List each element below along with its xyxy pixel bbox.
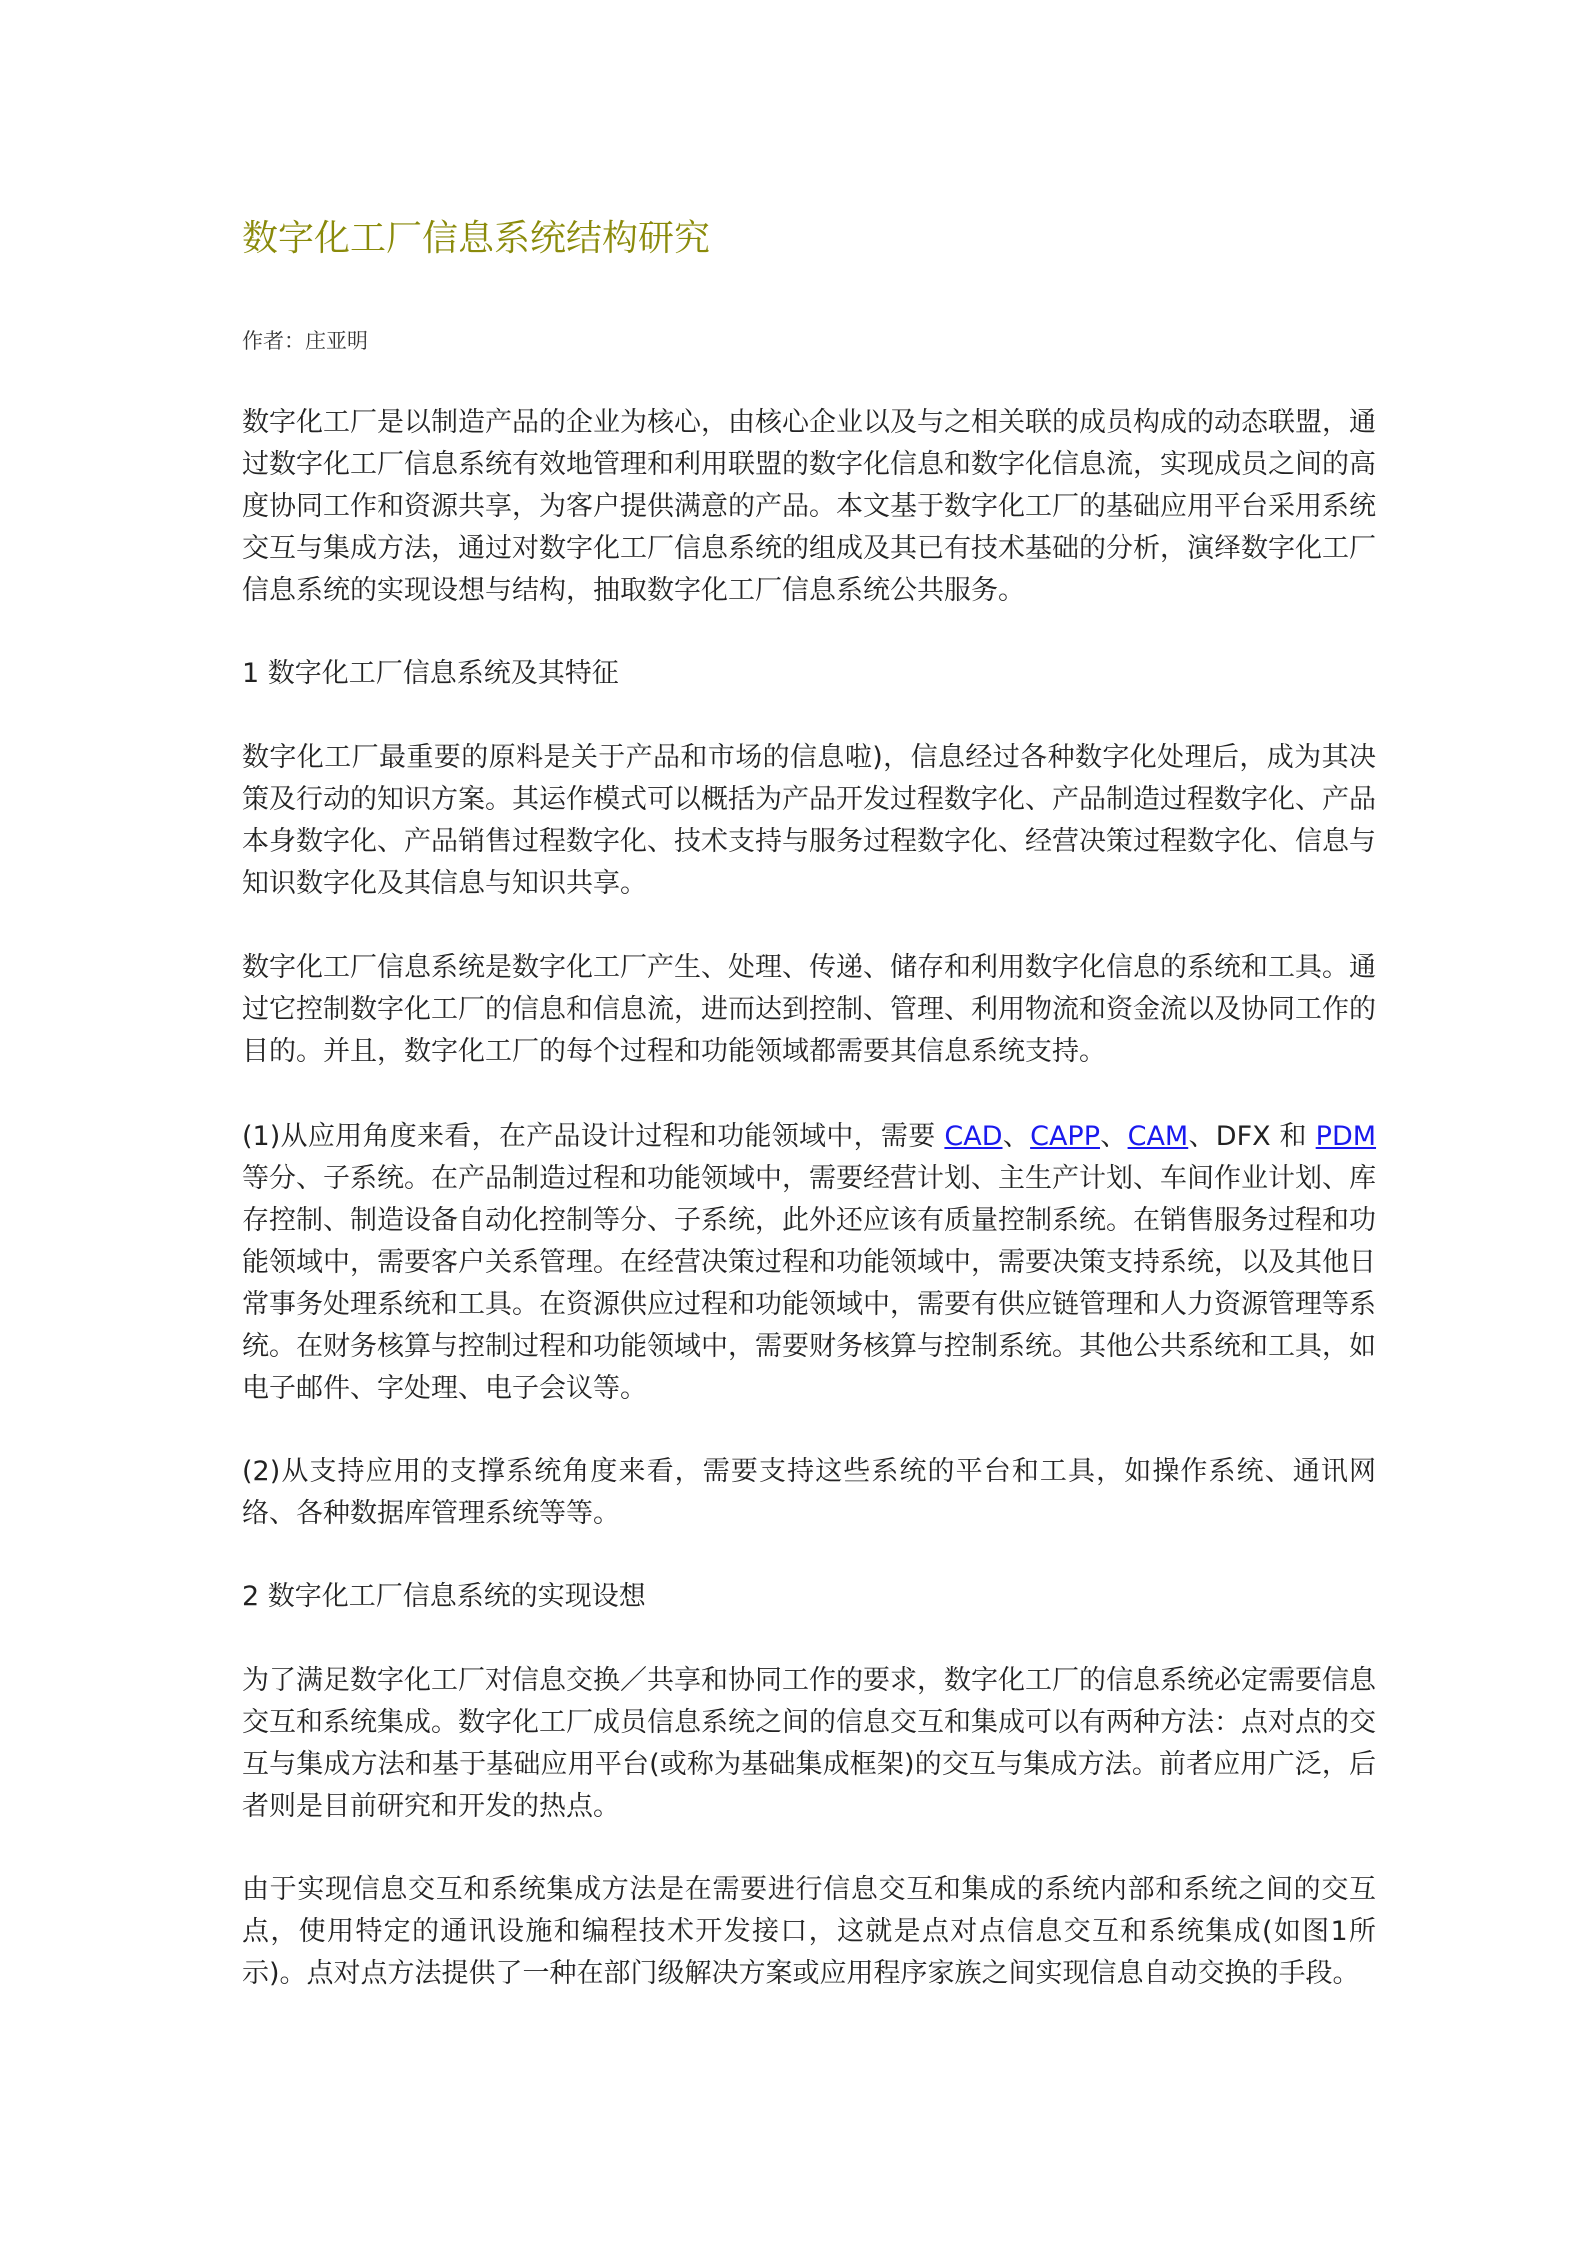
text: 、 bbox=[1100, 1121, 1128, 1152]
paragraph-4 bbox=[242, 1116, 1376, 1410]
author-line: 作者：庄亚明 bbox=[242, 329, 368, 353]
page-title: 数字化工厂信息系统结构研究 bbox=[242, 218, 711, 259]
text: (1)从应用角度来看，在产品设计过程和功能领域中，需要 bbox=[242, 1121, 945, 1152]
link-cam[interactable]: CAM bbox=[1127, 1121, 1189, 1152]
paragraph-3: 数字化工厂信息系统是数字化工厂产生、处理、传递、储存和利用数字化信息的系统和工具。通过它控制数字化工厂的信息和信息流，进而达到控制、管理、利用物流和资金流以及协同工作的目的。并且，数字化工厂的每个过程和功能领域都需要其信息系统支持。 bbox=[242, 952, 1376, 1067]
paragraph-7: 由于实现信息交互和系统集成方法是在需要进行信息交互和集成的系统内部和系统之间的交互点，使用特定的通讯设施和编程技术开发接口，这就是点对点信息交互和系统集成(如图1所示)。点对点方法提供了一种在部门级解决方案或应用程序家族之间实现信息自动交换的手段。 bbox=[242, 1874, 1376, 1989]
link-pdm[interactable]: PDM bbox=[1315, 1121, 1377, 1152]
paragraph-2: 数字化工厂最重要的原料是关于产品和市场的信息啦)，信息经过各种数字化处理后，成为其决策及行动的知识方案。其运作模式可以概括为产品开发过程数字化、产品制造过程数字化、产品本身数字化、产品销售过程数字化、技术支持与服务过程数字化、经营决策过程数字化、信息与知识数字化及其信息与知识共享。 bbox=[242, 742, 1376, 899]
text: 、DFX 和 bbox=[1188, 1121, 1316, 1152]
paragraph-6: 为了满足数字化工厂对信息交换／共享和协同工作的要求，数字化工厂的信息系统必定需要信息交互和系统集成。数字化工厂成员信息系统之间的信息交互和集成可以有两种方法：点对点的交互与集成方法和基于基础应用平台(或称为基础集成框架)的交互与集成方法。前者应用广泛，后者则是目前研究和开发的热点。 bbox=[242, 1665, 1376, 1822]
section-heading-1: 1 数字化工厂信息系统及其特征 bbox=[242, 658, 619, 689]
link-cad[interactable]: CAD bbox=[944, 1121, 1003, 1152]
section-heading-2: 2 数字化工厂信息系统的实现设想 bbox=[242, 1581, 646, 1612]
paragraph-intro: 数字化工厂是以制造产品的企业为核心，由核心企业以及与之相关联的成员构成的动态联盟，通过数字化工厂信息系统有效地管理和利用联盟的数字化信息和数字化信息流，实现成员之间的高度协同工作和资源共享，为客户提供满意的产品。本文基于数字化工厂的基础应用平台采用系统交互与集成方法，通过对数字化工厂信息系统的组成及其已有技术基础的分析，演绎数字化工厂信息系统的实现设想与结构，抽取数字化工厂信息系统公共服务。 bbox=[242, 407, 1376, 606]
paragraph-5: (2)从支持应用的支撑系统角度来看，需要支持这些系统的平台和工具，如操作系统、通讯网络、各种数据库管理系统等等。 bbox=[242, 1456, 1376, 1529]
link-capp[interactable]: CAPP bbox=[1030, 1121, 1100, 1152]
text: 、 bbox=[1002, 1121, 1031, 1152]
text: 等分、子系统。在产品制造过程和功能领域中，需要经营计划、主生产计划、车间作业计划、库存控制、制造设备自动化控制等分、子系统，此外还应该有质量控制系统。在销售服务过程和功能领域中，需要客户关系管理。在经营决策过程和功能领域中，需要决策支持系统，以及其他日常事务处理系统和工具。在资源供应过程和功能领域中，需要有供应链管理和人力资源管理等系统。在财务核算与控制过程和功能领域中，需要财务核算与控制系统。其他公共系统和工具，如电子邮件、字处理、电子会议等。 bbox=[242, 1163, 1376, 1404]
